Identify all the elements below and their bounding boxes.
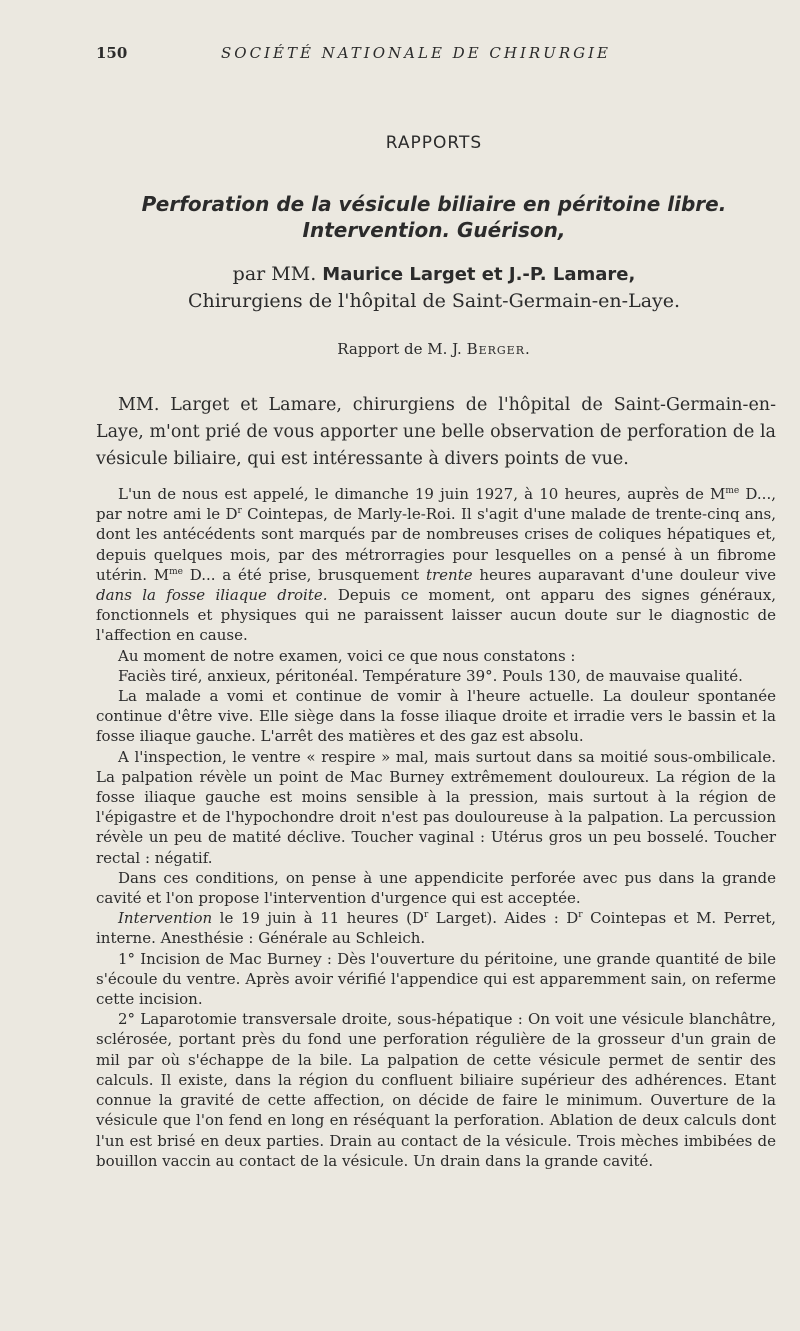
text-run: Cointepas, de Marly-le-Roi. Il s'agit d'une malade de trente-cinq ans, dont les antécédents sont marqués par de nombreuses crises de coliques hépatiques et, depuis quelques mois, par des métrorragies pour lesquelles on a pensé à un fibrome utérin. M bbox=[96, 505, 776, 584]
observation-body bbox=[96, 484, 776, 1171]
superscript: r bbox=[237, 506, 242, 517]
authors-names: Maurice Larget et J.-P. Lamare, bbox=[322, 264, 636, 285]
text-run: Depuis ce moment, ont apparu des signes généraux, fonctionnels et physiques qui ne paraissent laisser aucun doute sur le diagnostic de l'affection en cause. bbox=[96, 586, 776, 645]
article-title-line-1: Perforation de la vésicule biliaire en péritoine libre. bbox=[141, 192, 727, 216]
intro-paragraph: MM. Larget et Lamare, chirurgiens de l'hôpital de Saint-Germain-en-Laye, m'ont prié de vous apporter une belle observation de perforation de la vésicule biliaire, qui est intéressante à divers points de vue. bbox=[96, 395, 776, 469]
superscript: r bbox=[578, 910, 583, 921]
authors-affiliation: Chirurgiens de l'hôpital de Saint-Germain-en-Laye. bbox=[187, 290, 681, 312]
italic-run: dans la fosse iliaque droite. bbox=[96, 586, 328, 605]
body-paragraph-2: Au moment de notre examen, voici ce que nous constatons : bbox=[118, 646, 576, 665]
page-number: 150 bbox=[96, 44, 128, 62]
running-title: SOCIÉTÉ NATIONALE DE CHIRURGIE bbox=[221, 44, 611, 62]
italic-run: trente bbox=[425, 565, 473, 584]
rapporteur-line bbox=[120, 340, 748, 358]
superscript: r bbox=[423, 910, 429, 921]
intro-section bbox=[96, 392, 776, 473]
body-paragraph-9: 2° Laparotomie transversale droite, sous-hépatique : On voit une vésicule blanchâtre, sclérosée, portant près du fond une perforation régulière de la grosseur d'un grain de mil par où s'échappe de la bile. La palpation de cette vésicule permet de sentir des calculs. Il existe, dans la région du confluent biliaire supérieur des adhérences. Etant connue la gravité de cette affection, on décide de faire le minimum. Ouverture de la vésicule que l'on fend en long en réséquant la perforation. Ablation de deux calculs dont l'un est brisé en deux parties. Drain au contact de la vésicule. Trois mèches imbibées de bouillon vaccin au contact de la vésicule. Un drain dans la grande cavité. bbox=[96, 1010, 776, 1170]
page-header bbox=[96, 44, 736, 70]
authors-prefix: par MM. bbox=[232, 263, 317, 285]
article-title-line-2: Intervention. Guérison, bbox=[302, 218, 566, 242]
section-heading: RAPPORTS bbox=[385, 133, 483, 153]
authors-line bbox=[120, 261, 748, 288]
text-run: D... a été prise, brusquement bbox=[182, 565, 426, 584]
rapporteur-prefix: Rapport de M. J. bbox=[337, 340, 462, 358]
italic-run: Intervention bbox=[118, 909, 213, 928]
text-run: Cointepas et M. Perret, interne. Anesthésie : Générale au Schleich. bbox=[96, 909, 776, 948]
body-paragraph-7 bbox=[96, 908, 776, 948]
text-run: le 19 juin à 11 heures (D bbox=[212, 909, 424, 928]
body-paragraph-6: Dans ces conditions, on pense à une appendicite perforée avec pus dans la grande cavité et l'on propose l'intervention d'urgence qui est acceptée. bbox=[96, 868, 776, 908]
text-run: heures auparavant d'une douleur vive bbox=[472, 565, 776, 584]
text-run: D..., par notre ami le D bbox=[96, 485, 776, 524]
body-paragraph-4: La malade a vomi et continue de vomir à l'heure actuelle. La douleur spontanée continue d'être vive. Elle siège dans la fosse iliaque droite et irradie vers le bassin et la fosse iliaque gauche. L'arrêt des matières et des gaz est absolu. bbox=[96, 687, 776, 746]
body-paragraph-5: A l'inspection, le ventre « respire » mal, mais surtout dans sa moitié sous-ombilicale. La palpation révèle un point de Mac Burney extrêmement douloureux. La région de la fosse iliaque gauche est moins sensible à la pression, mais surtout à la région de l'épigastre et de l'hypochondre droit n'est pas douloureuse à la palpation. La percussion révèle un peu de matité déclive. Toucher vaginal : Utérus gros un peu bosselé. Toucher rectal : négatif. bbox=[96, 747, 776, 867]
body-paragraph-1 bbox=[96, 484, 776, 646]
rapporteur-name: Berger. bbox=[466, 340, 531, 358]
body-paragraph-8: 1° Incision de Mac Burney : Dès l'ouverture du péritoine, une grande quantité de bile s'écoule du ventre. Après avoir vérifié l'appendice qui est apparemment sain, on referme cette incision. bbox=[96, 949, 776, 1009]
text-run: L'un de nous est appelé, le dimanche 19 juin 1927, à 10 heures, auprès de M bbox=[118, 485, 726, 503]
body-paragraph-3: Faciès tiré, anxieux, péritonéal. Température 39°. Pouls 130, de mauvaise qualité. bbox=[118, 666, 743, 685]
superscript: me bbox=[169, 566, 183, 577]
article-title bbox=[120, 191, 748, 243]
text-run: Larget). Aides : D bbox=[428, 909, 579, 928]
article-authors bbox=[120, 261, 748, 314]
superscript: me bbox=[725, 486, 740, 496]
